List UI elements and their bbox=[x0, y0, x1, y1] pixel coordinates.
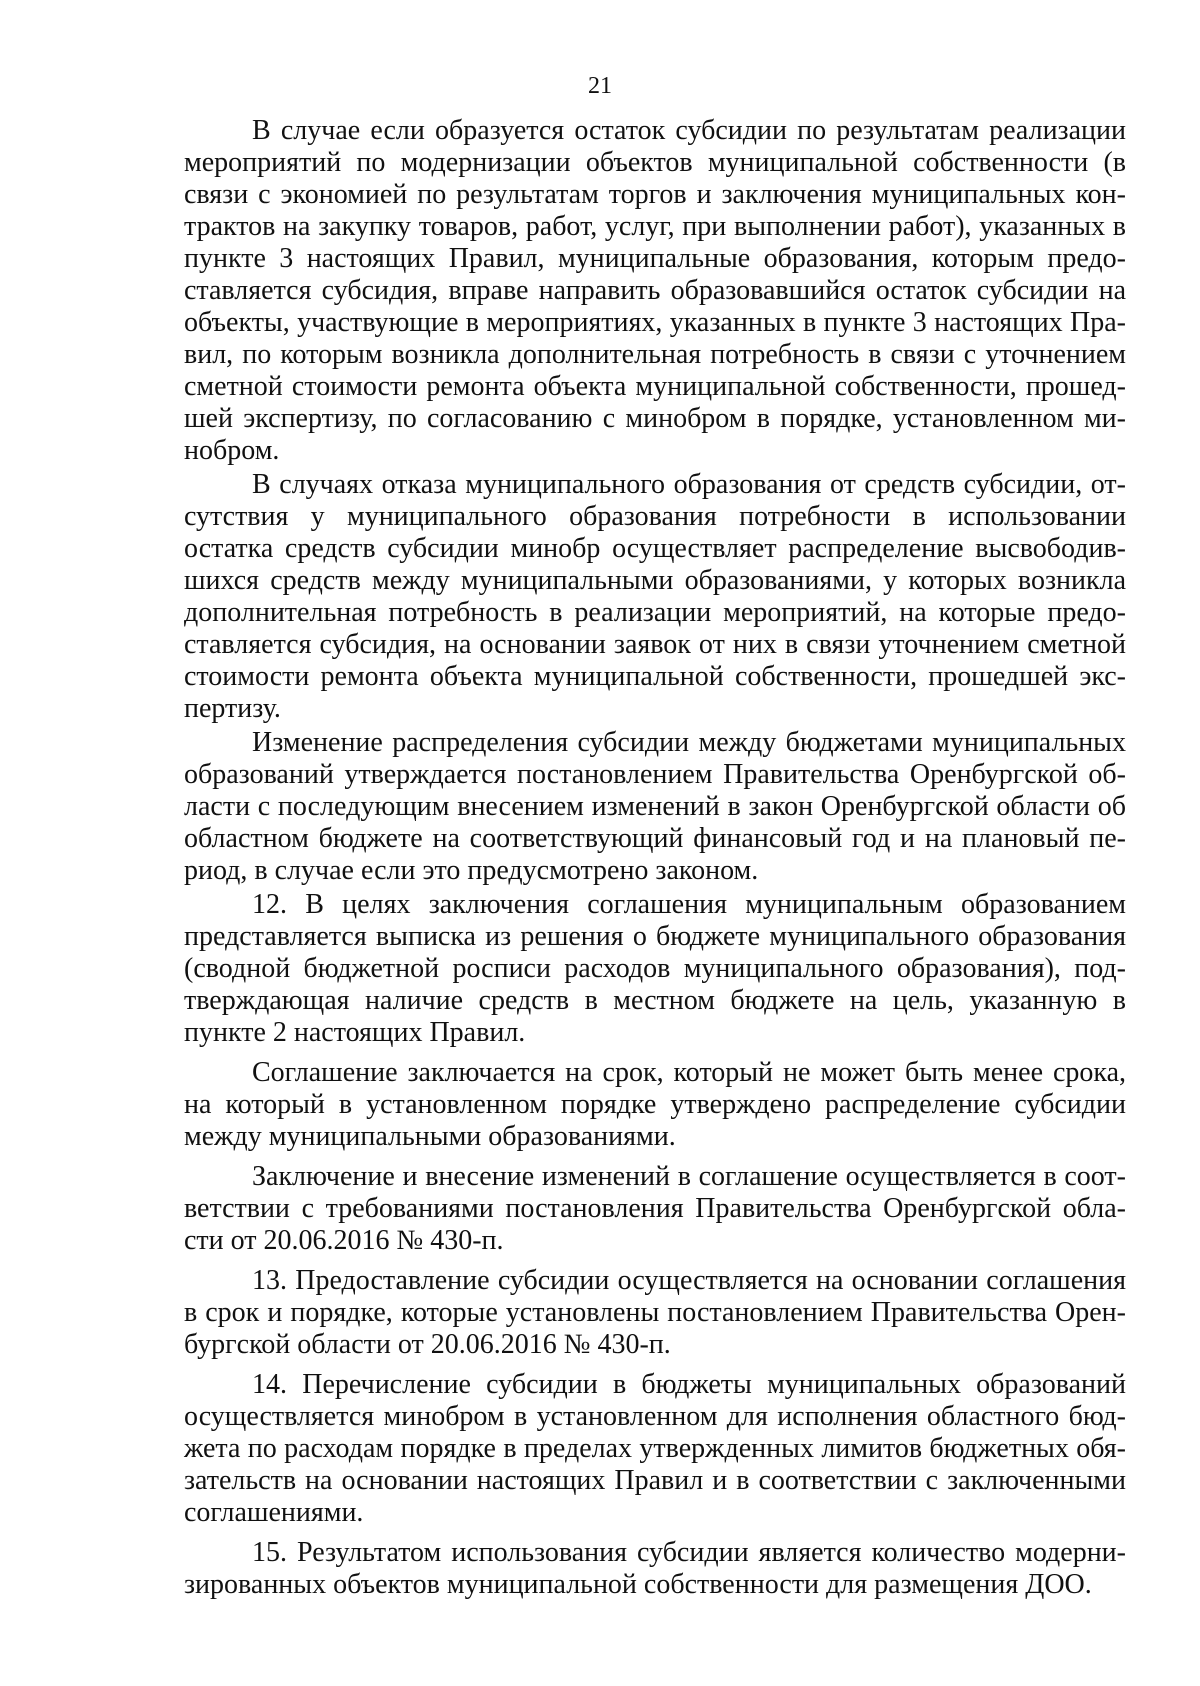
paragraph-agreement-amendments: Заключение и внесение изменений в соглашение осуществляется в соответствии с требованиями постановления Правительства Оренбургской области от 20.06.2016 № 430-п. bbox=[184, 1161, 1126, 1256]
paragraph-item-12: 12. В целях заключения соглашения муниципальным образованием представляется выписка из решения о бюджете муниципального образования (сводной бюджетной росписи расходов муниципального образования), подтверждающая наличие средств в местном бюджете на цель, указанную в пункте 2 настоящих Правил. bbox=[184, 889, 1126, 1048]
paragraph-subsidy-remainder: В случае если образуется остаток субсидии по результатам реализации мероприятий по модернизации объектов муниципальной собственности (в связи с экономией по результатам торгов и заключения муниципальных контрактов на закупку товаров, работ, услуг, при выполнении работ), указанных в пункте 3 настоящих Правил, муниципальные образования, которым предоставляется субсидия, вправе направить образовавшийся остаток субсидии на объекты, участвующие в мероприятиях, указанных в пункте 3 настоящих Правил, по которым возникла дополнительная потребность в связи с уточнением сметной стоимости ремонта объекта муниципальной собственности, прошедшей экспертизу, по согласованию с минобром в порядке, установленном минобром. bbox=[184, 115, 1126, 466]
paragraph-agreement-term: Соглашение заключается на срок, который не может быть менее срока, на который в установленном порядке утверждено распределение субсидии между муниципальными образованиями. bbox=[184, 1057, 1126, 1152]
page-number: 21 bbox=[588, 73, 612, 99]
paragraph-item-14: 14. Перечисление субсидии в бюджеты муниципальных образований осуществляется минобром в установленном для исполнения областного бюджета по расходам порядке в пределах утвержденных лимитов бюджетных обязательств на основании настоящих Правил и в соответствии с заключенными соглашениями. bbox=[184, 1369, 1126, 1528]
paragraph-refusal-redistribution: В случаях отказа муниципального образования от средств субсидии, отсутствия у муниципального образования потребности в использовании остатка средств субсидии минобр осуществляет распределение высвободившихся средств между муниципальными образованиями, у которых возникла дополнительная потребность в реализации мероприятий, на которые предоставляется субсидия, на основании заявок от них в связи уточнением сметной стоимости ремонта объекта муниципальной собственности, прошедшей экспертизу. bbox=[184, 469, 1126, 724]
paragraph-distribution-change: Изменение распределения субсидии между бюджетами муниципальных образований утверждается постановлением Правительства Оренбургской области с последующим внесением изменений в закон Оренбургской области об областном бюджете на соответствующий финансовый год и на плановый период, в случае если это предусмотрено законом. bbox=[184, 727, 1126, 886]
paragraph-item-15: 15. Результатом использования субсидии является количество модернизированных объектов муниципальной собственности для размещения ДОО. bbox=[184, 1537, 1126, 1600]
paragraph-item-13: 13. Предоставление субсидии осуществляется на основании соглашения в срок и порядке, которые установлены постановлением Правительства Оренбургской области от 20.06.2016 № 430-п. bbox=[184, 1265, 1126, 1360]
document-body bbox=[184, 115, 1126, 1601]
